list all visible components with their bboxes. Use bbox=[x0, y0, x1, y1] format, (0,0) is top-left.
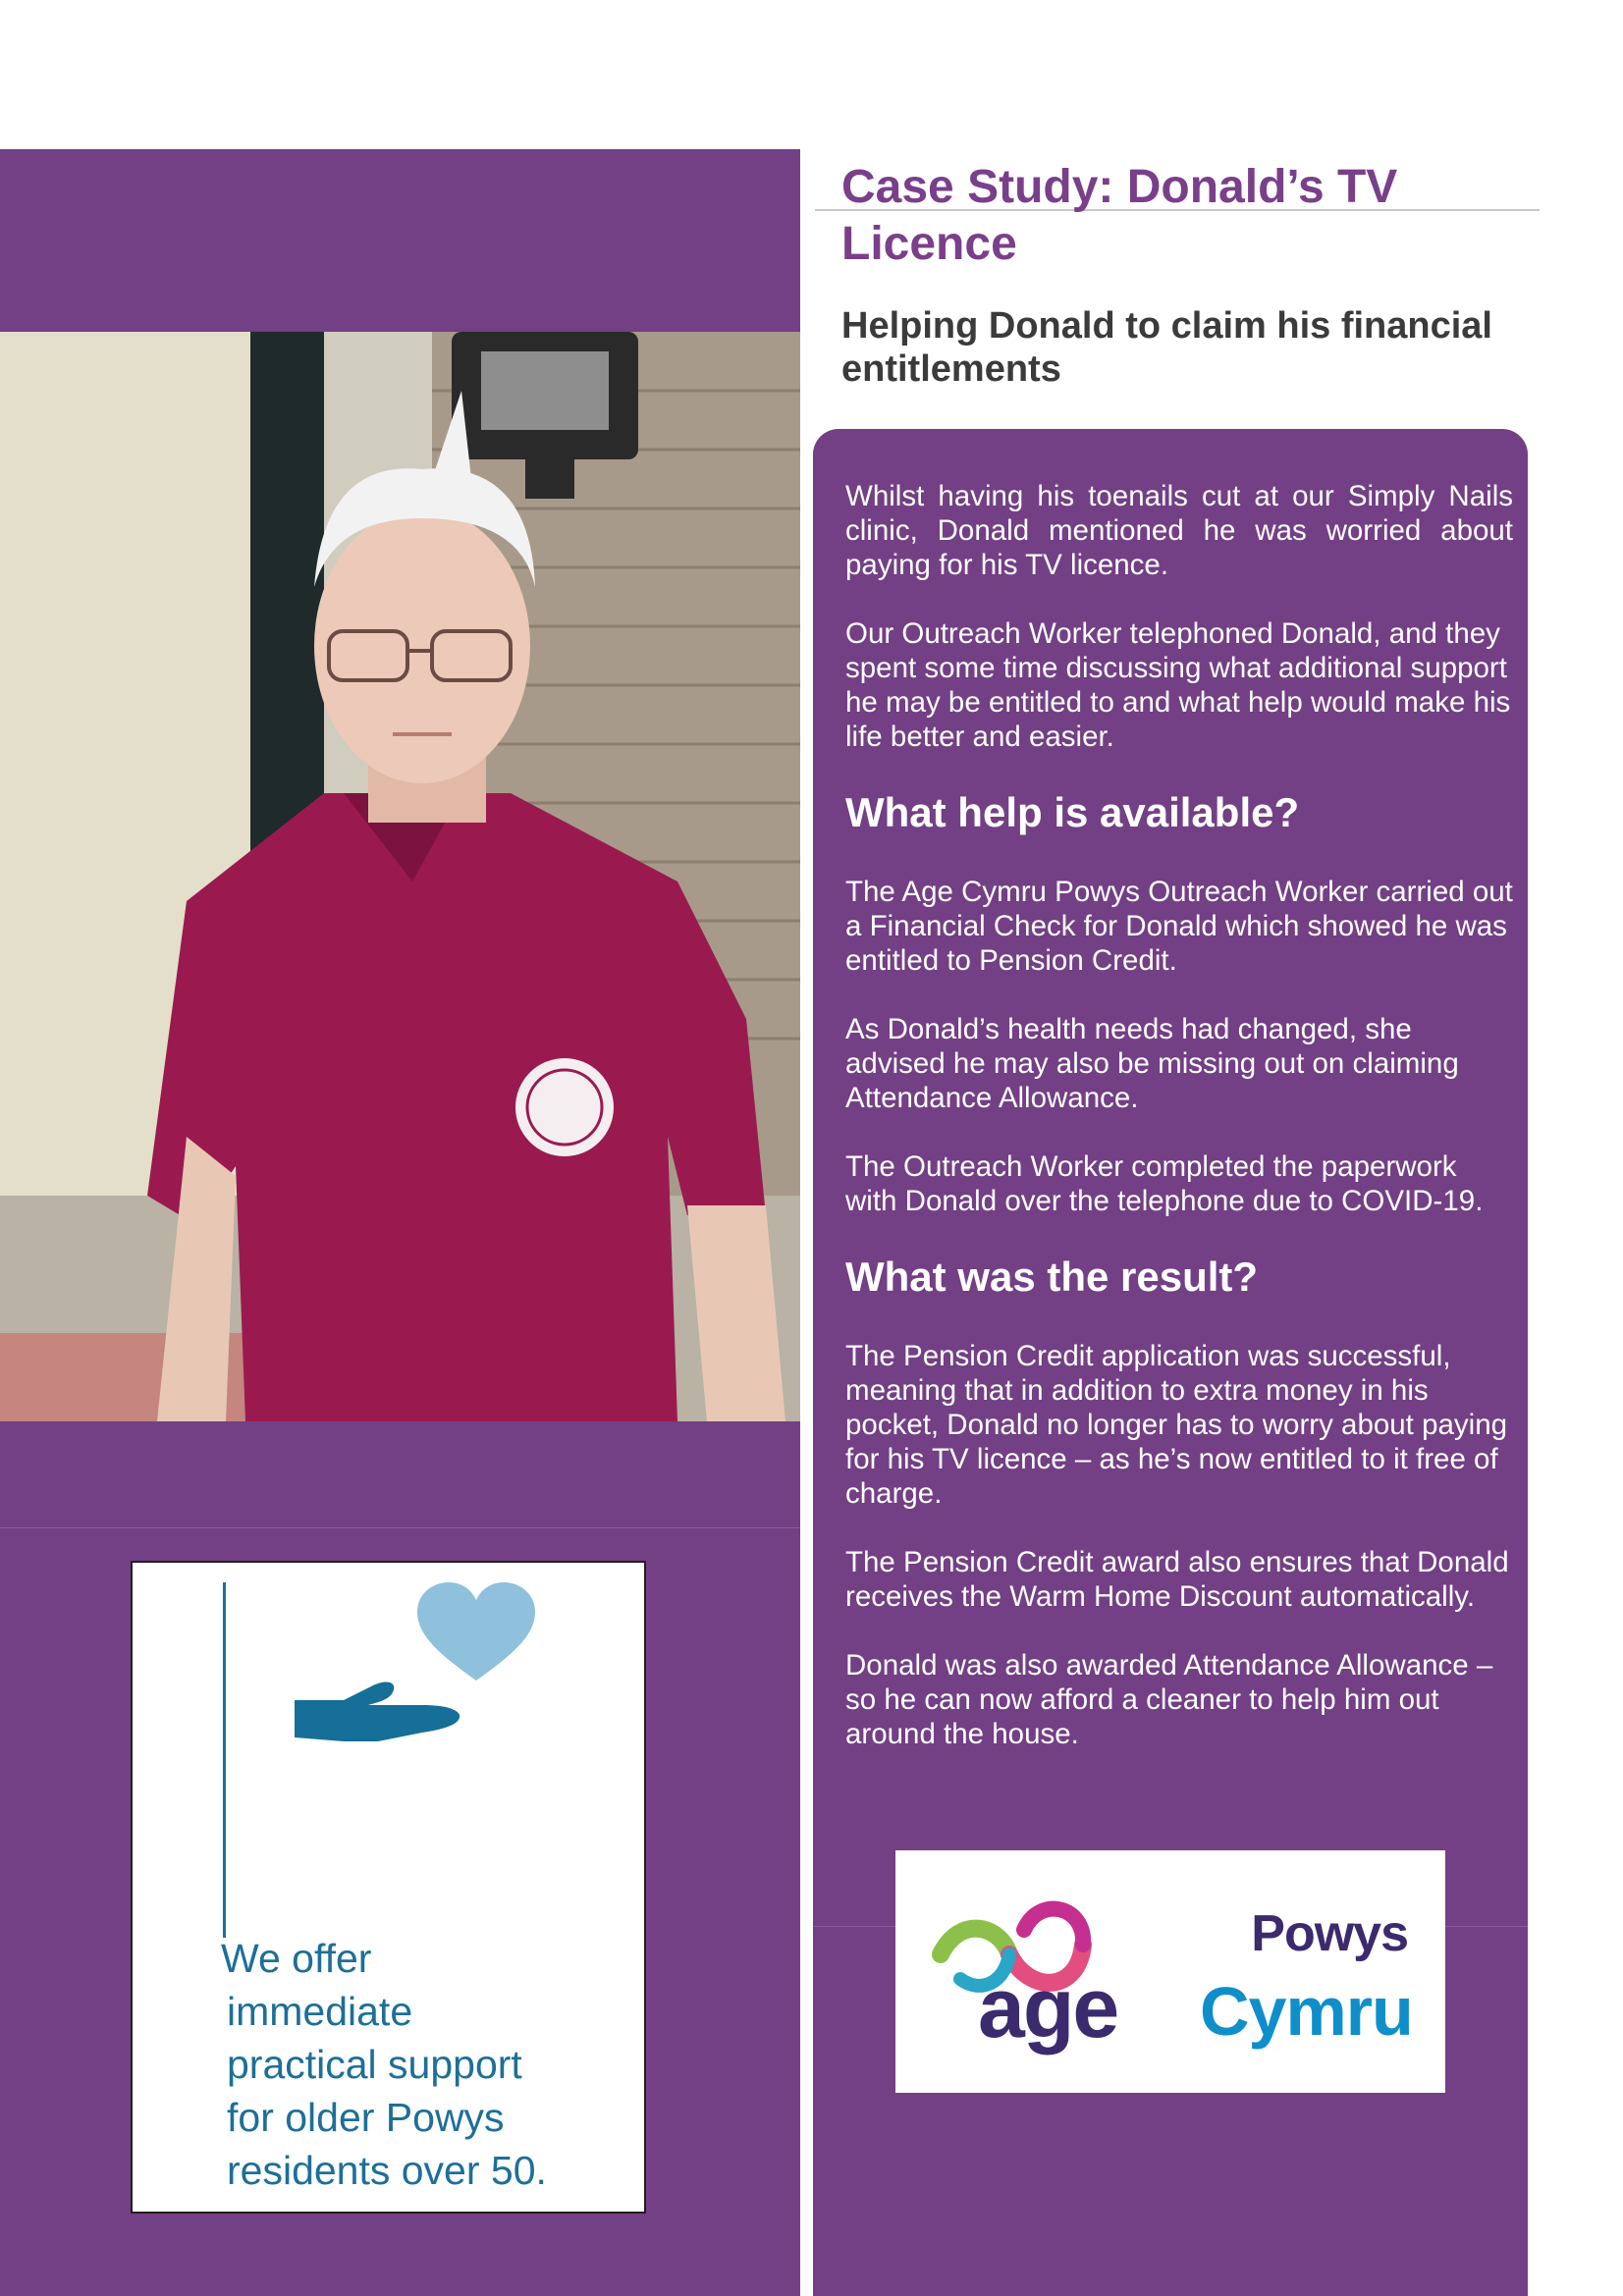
page-title: Case Study: Donald’s TV Licence bbox=[841, 161, 1398, 270]
story-paragraph: As Donald’s health needs had changed, she advised he may also be missing out on claiming Attendance Allowance. bbox=[845, 1013, 1459, 1114]
story-paragraph: The Pension Credit award also ensures that Donald receives the Warm Home Discount automatically. bbox=[845, 1546, 1509, 1613]
support-card-text bbox=[221, 1932, 633, 2197]
card-vertical-rule bbox=[223, 1582, 226, 1938]
support-line: practical support bbox=[227, 2042, 522, 2087]
page-subtitle: Helping Donald to claim his financial entitlements bbox=[841, 305, 1492, 390]
section-heading-help: What help is available? bbox=[845, 789, 1300, 835]
support-line: We offer bbox=[221, 1936, 372, 1981]
story-paragraph: Donald was also awarded Attendance Allowance – so he can now afford a cleaner to help him out around the house. bbox=[845, 1649, 1493, 1750]
hand-heart-icon bbox=[285, 1573, 579, 1789]
story-paragraph: The Age Cymru Powys Outreach Worker carried out a Financial Check for Donald which showed he was entitled to Pension Credit. bbox=[845, 876, 1513, 977]
story-paragraph: Our Outreach Worker telephoned Donald, and they spent some time discussing what additional support he may be entitled to and what help would make his life better and easier. bbox=[845, 617, 1511, 753]
story-paragraph: The Pension Credit application was successful, meaning that in addition to extra money in his pocket, Donald no longer has to worry about paying for his TV licence – as he’s now entitled to it free of charge. bbox=[845, 1340, 1508, 1510]
support-line: for older Powys bbox=[227, 2095, 505, 2140]
logo-cymru-text: Cymru bbox=[1200, 1973, 1413, 2050]
story-paragraph: Whilst having his toenails cut at our Simply Nails clinic, Donald mentioned he was worried about paying for his TV licence. bbox=[845, 480, 1513, 581]
section-heading-result: What was the result? bbox=[845, 1254, 1259, 1300]
support-line: residents over 50. bbox=[227, 2148, 547, 2193]
story-content bbox=[845, 479, 1513, 1786]
left-divider bbox=[0, 1527, 800, 1528]
support-card bbox=[131, 1561, 646, 2214]
story-paragraph: The Outreach Worker completed the paperwork with Donald over the telephone due to COVID-19. bbox=[845, 1150, 1484, 1217]
donald-photo bbox=[0, 332, 800, 1421]
logo-powys-text: Powys bbox=[1251, 1905, 1408, 1962]
logo-age-text: age bbox=[978, 1961, 1118, 2056]
age-cymru-powys-logo bbox=[895, 1850, 1445, 2093]
support-line: immediate bbox=[227, 1989, 413, 2034]
